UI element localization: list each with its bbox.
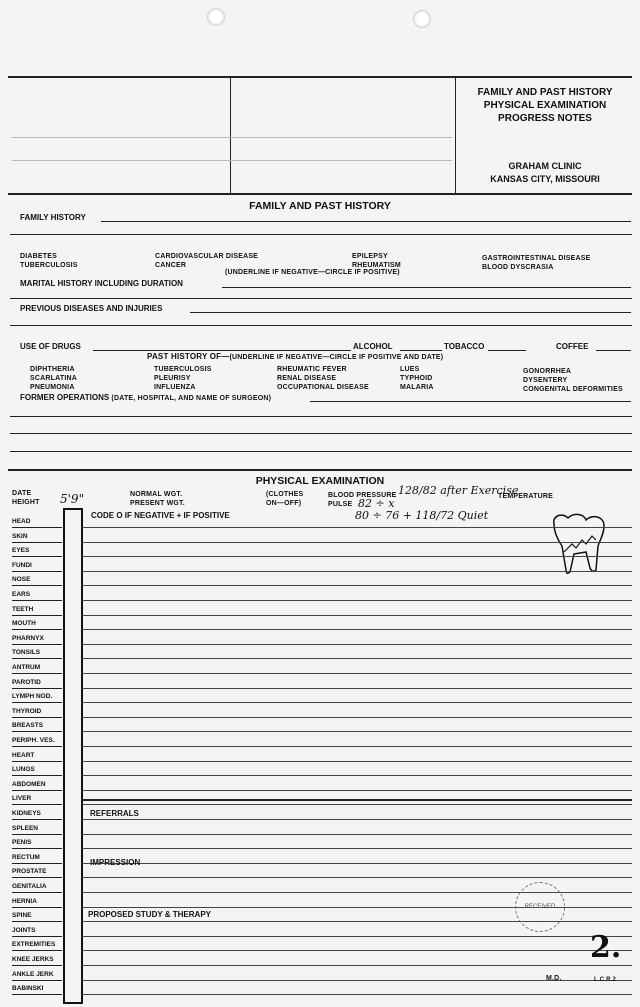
body-part-label: GENITALIA (12, 883, 47, 890)
header-inner-rule-1 (12, 137, 452, 138)
body-part-label: LYMPH NOD. (12, 693, 53, 701)
md-label: M.D. (546, 975, 562, 982)
cond-cancer: CANCER (155, 262, 187, 269)
body-part-leader (12, 790, 62, 791)
body-part-leader (12, 585, 62, 586)
clinic-block (460, 160, 630, 186)
marital-rule-2 (10, 298, 632, 299)
exam-row-line[interactable] (82, 673, 632, 674)
previous-rule-2 (10, 325, 632, 326)
body-part-leader (12, 571, 62, 572)
body-part-leader (12, 936, 62, 937)
past-col-5 (523, 367, 623, 394)
former-ops-note: (DATE, HOSPITAL, AND NAME OF SURGEON) (111, 395, 272, 402)
past-congenital: CONGENITAL DEFORMITIES (523, 386, 623, 393)
body-part-label: RECTUM (12, 853, 40, 861)
pulse-value-2: 80 ÷ 76 + 118/72 Quiet (355, 509, 489, 522)
exam-row-line[interactable] (82, 585, 632, 586)
past-col-2 (154, 365, 212, 392)
body-part-label: FUNDI (12, 561, 32, 569)
temperature-label: TEMPERATURE (498, 493, 553, 500)
family-history-label: FAMILY HISTORY (20, 213, 86, 222)
body-part-leader (12, 527, 62, 528)
body-part-leader (12, 542, 62, 543)
body-part-leader (12, 731, 62, 732)
alcohol-line[interactable] (400, 350, 442, 351)
body-part-label: EYES (12, 547, 30, 555)
exam-row-line[interactable] (82, 629, 632, 630)
body-part-label: PAROTID (12, 678, 41, 686)
section-divider (8, 469, 632, 471)
exam-row-line[interactable] (82, 834, 632, 835)
clothes-label: (CLOTHES (266, 491, 304, 498)
body-part-leader (12, 950, 62, 951)
body-part-label: BREASTS (12, 722, 44, 730)
cond-tuberculosis: TUBERCULOSIS (20, 262, 78, 269)
body-part-label: MOUTH (12, 620, 36, 628)
past-rheumatic: RHEUMATIC FEVER (277, 366, 347, 373)
clothes (266, 490, 303, 508)
body-part-leader (12, 615, 62, 616)
body-part-leader (12, 921, 62, 922)
exam-row-line[interactable] (82, 600, 632, 601)
past-history-heading (147, 352, 443, 361)
body-part-label: KNEE JERKS (12, 956, 54, 963)
body-part-label: HEAD (12, 518, 31, 525)
cond-blood: BLOOD DYSCRASIA (482, 264, 554, 271)
form-title-line-1: FAMILY AND PAST HISTORY (477, 87, 613, 98)
body-part-leader (12, 804, 62, 805)
body-part-label: JOINTS (12, 926, 36, 934)
page-number: 2. (590, 930, 622, 965)
body-part-label: LUNGS (12, 766, 35, 774)
body-part-label: EARS (12, 591, 31, 598)
cond-epilepsy: EPILEPSY (352, 253, 388, 260)
past-typhoid: TYPHOID (400, 375, 433, 382)
exam-section-title: PHYSICAL EXAMINATION (255, 475, 385, 487)
body-part-leader (12, 644, 62, 645)
past-col-1 (30, 365, 77, 392)
body-part-leader (12, 775, 62, 776)
body-part-leader (12, 629, 62, 630)
body-part-leader (12, 746, 62, 747)
past-scarlatina: SCARLATINA (30, 375, 77, 382)
past-history-note: (UNDERLINE IF NEGATIVE—CIRCLE IF POSITIVE AND DATE) (229, 354, 444, 361)
drugs-label: USE OF DRUGS (20, 342, 81, 351)
referrals-divider (82, 799, 632, 801)
tooth-sketch (546, 510, 612, 576)
alcohol-label: ALCOHOL (353, 342, 393, 351)
body-part-label: HEART (12, 751, 35, 759)
height-label: HEIGHT (12, 499, 40, 506)
header-top-rule (8, 76, 632, 78)
body-part-label: PHARNYX (12, 634, 44, 642)
cond-col-2 (155, 252, 258, 270)
exam-row-line[interactable] (82, 688, 632, 689)
body-part-label: HERNIA (12, 897, 37, 905)
weights (130, 490, 185, 508)
body-part-label: TEETH (12, 605, 34, 613)
exam-row-line[interactable] (82, 527, 632, 528)
past-pleurisy: PLEURISY (154, 375, 191, 382)
body-part-label: SPINE (12, 912, 32, 920)
cond-cardiovascular: CARDIOVASCULAR DISEASE (155, 253, 259, 260)
cond-col-4 (482, 254, 591, 272)
cond-col-3 (352, 252, 401, 270)
exam-row-line[interactable] (82, 717, 632, 718)
tobacco-label: TOBACCO (444, 342, 485, 351)
body-part-leader (12, 965, 62, 966)
cond-gastro: GASTROINTESTINAL DISEASE (482, 255, 591, 262)
exam-row-line[interactable] (82, 819, 632, 820)
cond-rheumatism: RHEUMATISM (352, 262, 401, 269)
exam-row-line[interactable] (82, 804, 632, 805)
body-part-leader (12, 892, 62, 893)
past-dysentery: DYSENTERY (523, 377, 568, 384)
header-divider-1 (230, 77, 231, 194)
drugs-line[interactable] (93, 350, 351, 351)
exam-row-line[interactable] (82, 542, 632, 543)
marital-label: MARITAL HISTORY INCLUDING DURATION (20, 279, 183, 288)
body-part-leader (12, 761, 62, 762)
body-part-label: ANTRUM (12, 664, 41, 671)
referrals-label: REFERRALS (90, 809, 139, 818)
exam-row-line[interactable] (82, 877, 632, 878)
exam-row-line[interactable] (82, 556, 632, 557)
exam-row-line[interactable] (82, 950, 632, 951)
body-part-label: KIDNEYS (12, 810, 41, 817)
proposed-label: PROPOSED STUDY & THERAPY (88, 910, 211, 919)
body-part-leader (12, 658, 62, 659)
body-part-label: ABDOMEN (12, 780, 46, 788)
normal-wgt: NORMAL WGT. (130, 491, 183, 498)
exam-row-line[interactable] (82, 571, 632, 572)
present-wgt: PRESENT WGT. (130, 500, 185, 507)
bp-label: BLOOD PRESSURE (328, 492, 397, 499)
exam-row-line[interactable] (82, 658, 632, 659)
past-tuberculosis: TUBERCULOSIS (154, 366, 212, 373)
body-part-leader (12, 556, 62, 557)
exam-row-line[interactable] (82, 775, 632, 776)
body-part-leader (12, 688, 62, 689)
punch-hole-left (207, 8, 225, 26)
family-section-title: FAMILY AND PAST HISTORY (249, 200, 391, 212)
pulse-label: PULSE (328, 501, 353, 508)
tobacco-line[interactable] (488, 350, 526, 351)
body-part-label: LIVER (12, 795, 32, 803)
exam-row-line[interactable] (82, 746, 632, 747)
coffee-label: COFFEE (556, 342, 589, 351)
exam-row-line[interactable] (82, 965, 632, 966)
past-lues: LUES (400, 366, 420, 373)
family-rule-2 (10, 234, 632, 235)
past-renal: RENAL DISEASE (277, 375, 337, 382)
previous-diseases-line[interactable] (190, 312, 631, 313)
exam-row-line[interactable] (82, 994, 632, 995)
exam-row-line[interactable] (82, 936, 632, 937)
clinic-name: GRAHAM CLINIC (508, 161, 582, 171)
body-part-label: THYROID (12, 707, 42, 715)
exam-row-line[interactable] (82, 790, 632, 791)
past-diphtheria: DIPHTHERIA (30, 366, 75, 373)
past-malaria: MALARIA (400, 384, 434, 391)
header-inner-rule-2 (12, 160, 452, 161)
past-history-label: PAST HISTORY OF— (147, 352, 230, 361)
stamp-text: RECEIVED (524, 904, 556, 910)
past-influenza: INFLUENZA (154, 384, 196, 391)
punch-hole-right (413, 10, 431, 28)
body-part-leader (12, 673, 62, 674)
cond-diabetes: DIABETES (20, 253, 57, 260)
exam-row-line[interactable] (82, 761, 632, 762)
past-gonorrhea: GONORRHEA (523, 368, 572, 375)
height-value: 5'9" (60, 492, 85, 506)
body-part-label: BABINSKI (12, 985, 44, 993)
form-title-line-3: PROGRESS NOTES (498, 113, 592, 124)
past-pneumonia: PNEUMONIA (30, 384, 75, 391)
marital-line[interactable] (222, 287, 631, 288)
exam-row-line[interactable] (82, 863, 632, 864)
clinic-city: KANSAS CITY, MISSOURI (490, 174, 600, 184)
header-bottom-rule (8, 193, 632, 195)
body-part-leader (12, 994, 62, 995)
family-history-line[interactable] (101, 221, 631, 222)
family-underline-note: (UNDERLINE IF NEGATIVE—CIRCLE IF POSITIVE) (225, 269, 400, 276)
date-label: DATE (12, 490, 32, 497)
form-title (460, 86, 630, 125)
received-stamp (515, 882, 565, 932)
ops-rule-3 (10, 451, 632, 452)
past-occupational: OCCUPATIONAL DISEASE (277, 384, 369, 391)
past-col-3 (277, 365, 369, 392)
body-part-leader (12, 863, 62, 864)
previous-diseases-label: PREVIOUS DISEASES AND INJURIES (20, 304, 163, 313)
body-part-label: SKIN (12, 532, 28, 540)
body-part-label: PROSTATE (12, 868, 47, 876)
form-code: L.C.R.2 (594, 977, 617, 983)
on-off-label: ON—OFF) (266, 500, 302, 507)
body-part-label: EXTREMITIES (12, 941, 56, 949)
body-part-leader (12, 848, 62, 849)
former-ops-label: FORMER OPERATIONS (20, 393, 110, 402)
exam-row-line[interactable] (82, 615, 632, 616)
body-part-leader (12, 819, 62, 820)
body-part-leader (12, 600, 62, 601)
impression-label: IMPRESSION (90, 858, 141, 867)
body-part-leader (12, 717, 62, 718)
body-part-label: PERIPH. VES. (12, 737, 55, 744)
former-ops-line[interactable] (310, 401, 631, 402)
bp-value: 128/82 after Exercise (398, 484, 519, 497)
pulse-value: 82 ÷ x (358, 497, 395, 510)
body-part-leader (12, 702, 62, 703)
header-divider-2 (455, 77, 456, 194)
body-part-label: NOSE (12, 576, 31, 584)
former-operations (20, 393, 271, 402)
body-part-label: ANKLE JERK (12, 970, 54, 978)
body-part-label: PENIS (12, 839, 32, 847)
form-title-line-2: PHYSICAL EXAMINATION (483, 100, 607, 111)
exam-row-line[interactable] (82, 731, 632, 732)
body-part-leader (12, 877, 62, 878)
code-label: CODE O IF NEGATIVE + IF POSITIVE (91, 511, 230, 520)
cond-col-1 (20, 252, 78, 270)
ops-rule-2 (10, 433, 632, 434)
past-col-4 (400, 365, 434, 392)
code-column[interactable] (63, 508, 83, 1004)
ops-rule-1 (10, 416, 632, 417)
body-part-label: TONSILS (12, 649, 41, 657)
exam-row-line[interactable] (82, 702, 632, 703)
exam-row-line[interactable] (82, 644, 632, 645)
body-part-leader (12, 834, 62, 835)
body-part-label: SPLEEN (12, 824, 39, 832)
coffee-line[interactable] (596, 350, 631, 351)
body-part-leader (12, 980, 62, 981)
exam-row-line[interactable] (82, 848, 632, 849)
body-part-leader (12, 907, 62, 908)
